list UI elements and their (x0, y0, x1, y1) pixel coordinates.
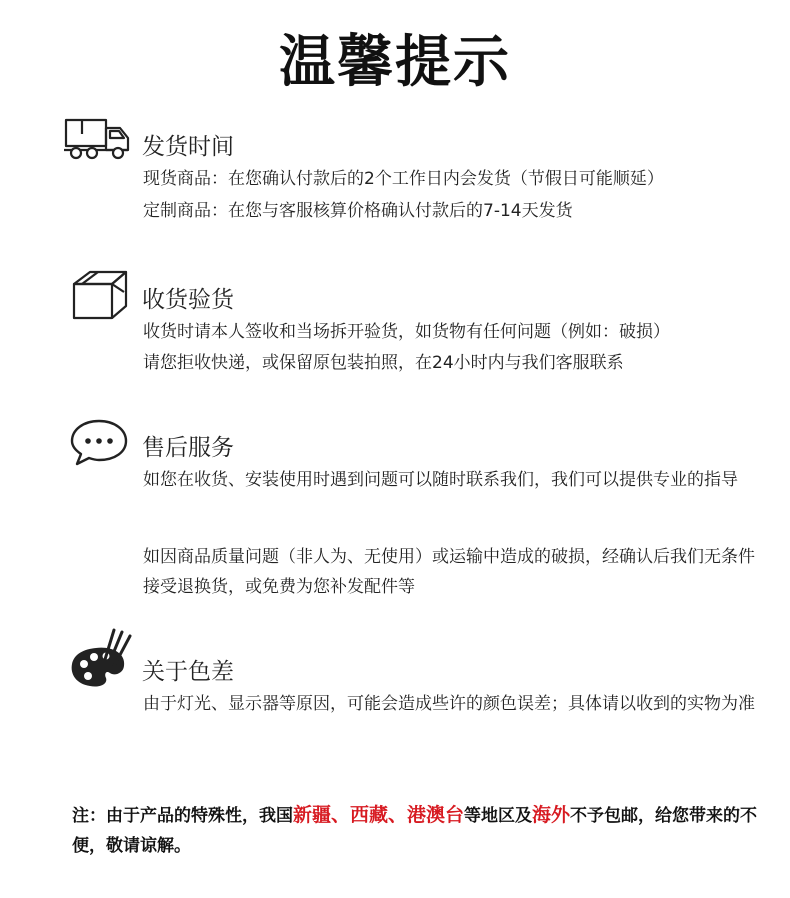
chat-bubble-icon (68, 418, 130, 468)
truck-icon (62, 116, 132, 160)
note-region-highlight: 新疆、西藏、港澳台 (293, 804, 465, 826)
section-line: 收货时请本人签收和当场拆开验货，如货物有任何问题（例如：破损） (143, 322, 670, 342)
palette-icon (66, 626, 136, 690)
section-heading: 关于色差 (142, 659, 234, 685)
note-overseas-highlight: 海外 (532, 804, 571, 826)
section-heading: 收货验货 (142, 287, 234, 313)
section-paragraph: 由于灯光、显示器等原因，可能会造成些许的颜色误差；具体请以收到的实物为准 (143, 694, 755, 714)
section-line: 请您拒收快递，或保留原包装拍照，在24小时内与我们客服联系 (143, 353, 624, 373)
section-heading: 发货时间 (142, 134, 234, 160)
note-suffix: 不予包邮，给您带来的不便，敬请谅解。 (72, 806, 758, 856)
package-box-icon (68, 268, 130, 322)
section-paragraph: 如因商品质量问题（非人为、无使用）或运输中造成的破损，经确认后我们无条件接受退换货，或免费为您补发配件等 (143, 547, 755, 597)
section-line: 现货商品：在您确认付款后的2个工作日内会发货（节假日可能顺延） (143, 169, 664, 189)
section-heading: 售后服务 (142, 435, 234, 461)
note-middle: 等地区及 (464, 806, 533, 826)
note-prefix: 注：由于产品的特殊性，我国 (72, 806, 293, 826)
shipping-note (72, 800, 762, 861)
section-line: 定制商品：在您与客服核算价格确认付款后的7-14天发货 (143, 201, 573, 221)
section-paragraph: 如您在收货、安装使用时遇到问题可以随时联系我们，我们可以提供专业的指导 (143, 470, 738, 490)
page-title: 温馨提示 (279, 30, 511, 95)
